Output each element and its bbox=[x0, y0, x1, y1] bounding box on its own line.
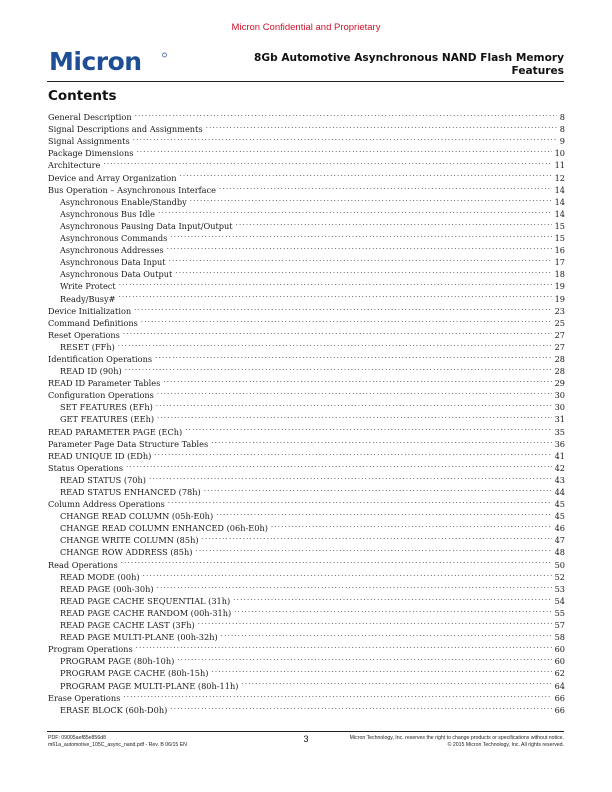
toc-entry-label: PROGRAM PAGE CACHE (80h-15h) bbox=[60, 668, 209, 679]
toc-dot-leader bbox=[234, 604, 551, 616]
toc-entry-page: 10 bbox=[554, 148, 565, 159]
toc-dot-leader bbox=[136, 144, 551, 156]
toc-entry-page: 57 bbox=[554, 620, 565, 631]
toc-entry-label: READ MODE (00h) bbox=[60, 571, 140, 582]
toc-entry[interactable] bbox=[48, 168, 565, 183]
toc-dot-leader bbox=[206, 120, 557, 132]
toc-dot-leader bbox=[216, 507, 551, 519]
toc-entry-label: Asynchronous Data Output bbox=[60, 269, 173, 280]
toc-entry-page: 14 bbox=[554, 184, 565, 195]
toc-entry-page: 50 bbox=[554, 559, 565, 570]
document-title bbox=[254, 52, 564, 77]
toc-entry-page: 36 bbox=[554, 438, 565, 449]
toc-entry-page: 30 bbox=[554, 402, 565, 413]
toc-dot-leader bbox=[125, 362, 552, 374]
toc-entry-label: READ PAGE CACHE SEQUENTIAL (31h) bbox=[60, 595, 231, 606]
toc-entry-label: Asynchronous Addresses bbox=[60, 245, 164, 256]
toc-entry-label: Architecture bbox=[48, 160, 101, 171]
toc-entry-label: Program Operations bbox=[48, 644, 133, 655]
toc-dot-leader bbox=[103, 156, 551, 168]
toc-entry-label: READ ID (90h) bbox=[60, 366, 122, 377]
toc-entry-page: 17 bbox=[554, 257, 565, 268]
toc-entry-page: 30 bbox=[554, 390, 565, 401]
toc-entry-label: CHANGE WRITE COLUMN (85h) bbox=[60, 535, 199, 546]
toc-dot-leader bbox=[185, 422, 551, 434]
toc-entry-label: Write Protect bbox=[60, 281, 116, 292]
toc-entry[interactable] bbox=[48, 156, 565, 171]
toc-entry-label: Asynchronous Pausing Data Input/Output bbox=[60, 220, 233, 231]
toc-entry-page: 47 bbox=[554, 535, 565, 546]
toc-entry-label: RESET (FFh) bbox=[60, 341, 115, 352]
toc-entry-page: 14 bbox=[554, 208, 565, 219]
table-of-contents bbox=[48, 108, 565, 713]
toc-dot-leader bbox=[179, 168, 551, 180]
toc-entry-page: 48 bbox=[554, 547, 565, 558]
toc-entry-label: READ ID Parameter Tables bbox=[48, 378, 161, 389]
toc-entry-page: 15 bbox=[554, 233, 565, 244]
toc-dot-leader bbox=[155, 350, 552, 362]
toc-dot-leader bbox=[141, 314, 552, 326]
micron-logo bbox=[47, 46, 169, 76]
toc-dot-leader bbox=[121, 555, 552, 567]
toc-entry-page: 42 bbox=[554, 462, 565, 473]
toc-entry-page: 45 bbox=[554, 511, 565, 522]
toc-entry-page: 52 bbox=[554, 571, 565, 582]
toc-entry-label: Device and Array Organization bbox=[48, 172, 177, 183]
toc-entry-page: 19 bbox=[554, 293, 565, 304]
toc-entry[interactable] bbox=[48, 302, 565, 314]
toc-dot-leader bbox=[158, 205, 552, 217]
toc-entry-label: CHANGE READ COLUMN (05h-E0h) bbox=[60, 511, 214, 522]
toc-entry-page: 55 bbox=[554, 607, 565, 618]
toc-dot-leader bbox=[133, 132, 557, 144]
toc-entry-page: 19 bbox=[554, 281, 565, 292]
toc-entry[interactable] bbox=[48, 108, 565, 123]
toc-dot-leader bbox=[177, 652, 551, 664]
toc-entry-label: Command Definitions bbox=[48, 317, 138, 328]
toc-dot-leader bbox=[198, 616, 552, 628]
toc-entry-page: 25 bbox=[554, 317, 565, 328]
toc-dot-leader bbox=[170, 229, 551, 241]
toc-entry-label: READ STATUS (70h) bbox=[60, 474, 146, 485]
toc-entry-page: 58 bbox=[554, 632, 565, 643]
footer-document-info bbox=[48, 735, 187, 749]
toc-entry-page: 8 bbox=[559, 124, 565, 135]
toc-dot-leader bbox=[143, 568, 552, 580]
toc-dot-leader bbox=[202, 531, 552, 543]
toc-dot-leader bbox=[118, 338, 552, 350]
toc-entry-label: Identification Operations bbox=[48, 353, 153, 364]
toc-entry-label: Signal Descriptions and Assignments bbox=[48, 124, 203, 135]
toc-entry-page: 41 bbox=[554, 450, 565, 461]
toc-entry[interactable] bbox=[48, 362, 565, 377]
toc-entry-page: 43 bbox=[554, 474, 565, 485]
toc-dot-leader bbox=[123, 689, 551, 701]
toc-entry[interactable] bbox=[48, 555, 565, 570]
toc-entry-label: GET FEATURES (EEh) bbox=[60, 414, 155, 425]
toc-entry-page: 60 bbox=[554, 656, 565, 667]
toc-entry-label: Signal Assignments bbox=[48, 136, 130, 147]
toc-entry-page: 12 bbox=[554, 172, 565, 183]
toc-entry-label: Configuration Operations bbox=[48, 390, 154, 401]
toc-entry-page: 28 bbox=[554, 366, 565, 377]
toc-entry-label: General Description bbox=[48, 112, 132, 123]
toc-entry-label: Reset Operations bbox=[48, 329, 120, 340]
footer-legal bbox=[350, 735, 564, 749]
toc-entry-label: PROGRAM PAGE MULTI-PLANE (80h-11h) bbox=[60, 680, 239, 691]
toc-entry[interactable] bbox=[48, 277, 565, 292]
toc-entry-page: 54 bbox=[554, 595, 565, 606]
toc-dot-leader bbox=[167, 241, 552, 253]
contents-heading: Contents bbox=[48, 88, 117, 104]
toc-entry-label: ERASE BLOCK (60h-D0h) bbox=[60, 704, 168, 715]
toc-dot-leader bbox=[154, 447, 551, 459]
toc-entry-label: SET FEATURES (EFh) bbox=[60, 402, 153, 413]
toc-entry[interactable] bbox=[48, 459, 565, 471]
toc-dot-leader bbox=[236, 217, 552, 229]
toc-entry-label: Erase Operations bbox=[48, 692, 121, 703]
toc-entry-page: 28 bbox=[554, 353, 565, 364]
toc-entry[interactable] bbox=[48, 701, 565, 713]
toc-entry-page: 64 bbox=[554, 680, 565, 691]
toc-dot-leader bbox=[221, 628, 552, 640]
toc-entry-label: Asynchronous Bus Idle bbox=[60, 208, 156, 219]
toc-entry-label: PROGRAM PAGE (80h-10h) bbox=[60, 656, 175, 667]
footer-notice: Micron Technology, Inc. reserves the right to change products or specifications without notice. bbox=[349, 735, 564, 741]
toc-dot-leader bbox=[157, 410, 552, 422]
toc-entry-page: 14 bbox=[554, 196, 565, 207]
document-title-line1: 8Gb Automotive Asynchronous NAND Flash Memory bbox=[254, 52, 564, 64]
toc-entry-page: 18 bbox=[554, 269, 565, 280]
toc-entry-label: READ PAGE (00h-30h) bbox=[60, 583, 154, 594]
footer-copyright: © 2015 Micron Technology, Inc. All rights reserved. bbox=[447, 742, 564, 748]
footer-divider bbox=[47, 731, 564, 732]
toc-entry-page: 16 bbox=[554, 245, 565, 256]
toc-dot-leader bbox=[157, 580, 552, 592]
toc-dot-leader bbox=[163, 374, 551, 386]
toc-dot-leader bbox=[123, 326, 552, 338]
toc-entry-label: Column Address Operations bbox=[48, 499, 165, 510]
document-title-line2: Features bbox=[511, 64, 564, 77]
header-divider bbox=[47, 81, 564, 82]
toc-entry-page: 11 bbox=[554, 160, 565, 171]
toc-entry-label: Ready/Busy# bbox=[60, 293, 116, 304]
toc-entry-label: Parameter Page Data Structure Tables bbox=[48, 438, 209, 449]
toc-entry-label: READ PAGE MULTI-PLANE (00h-32h) bbox=[60, 632, 218, 643]
toc-entry[interactable] bbox=[48, 568, 565, 580]
toc-entry-label: READ STATUS ENHANCED (78h) bbox=[60, 487, 201, 497]
toc-entry[interactable] bbox=[48, 374, 565, 389]
toc-dot-leader bbox=[156, 398, 552, 410]
toc-entry-page: 44 bbox=[554, 487, 565, 497]
toc-entry-label: CHANGE ROW ADDRESS (85h) bbox=[60, 547, 193, 558]
toc-entry-label: Asynchronous Enable/Standby bbox=[60, 196, 187, 207]
toc-entry-label: Read Operations bbox=[48, 559, 118, 570]
toc-entry-label: Bus Operation – Asynchronous Interface bbox=[48, 184, 216, 195]
toc-entry-label: READ UNIQUE ID (EDh) bbox=[48, 450, 152, 461]
toc-entry[interactable] bbox=[48, 689, 565, 701]
toc-entry[interactable] bbox=[48, 289, 565, 304]
confidential-banner: Micron Confidential and Proprietary bbox=[231, 22, 381, 33]
toc-entry[interactable] bbox=[48, 338, 565, 350]
toc-dot-leader bbox=[219, 181, 552, 193]
toc-entry-page: 15 bbox=[554, 220, 565, 231]
toc-entry-page: 62 bbox=[554, 668, 565, 679]
toc-entry-label: CHANGE READ COLUMN ENHANCED (06h-E0h) bbox=[60, 523, 268, 534]
toc-dot-leader bbox=[157, 386, 552, 398]
toc-entry-label: Device Initialization bbox=[48, 305, 132, 316]
toc-entry[interactable] bbox=[48, 326, 565, 338]
toc-dot-leader bbox=[119, 289, 552, 301]
toc-dot-leader bbox=[190, 193, 552, 205]
toc-entry-page: 27 bbox=[554, 329, 565, 340]
toc-dot-leader bbox=[168, 495, 552, 507]
toc-dot-leader bbox=[170, 701, 551, 713]
footer-filename: m61a_automotive_105C_async_nand.pdf - Rev. B 06/15 EN bbox=[48, 742, 187, 748]
page-number: 3 bbox=[303, 734, 309, 744]
toc-dot-leader bbox=[136, 640, 552, 652]
toc-entry-label: Status Operations bbox=[48, 462, 124, 473]
svg-text:Micron: Micron bbox=[49, 47, 142, 76]
toc-entry-page: 45 bbox=[554, 499, 565, 510]
toc-dot-leader bbox=[233, 592, 551, 604]
toc-dot-leader bbox=[169, 253, 552, 265]
toc-entry-page: 31 bbox=[554, 414, 565, 425]
toc-dot-leader bbox=[195, 543, 551, 555]
toc-entry-page: 53 bbox=[554, 583, 565, 594]
toc-entry-page: 66 bbox=[554, 692, 565, 703]
toc-entry-page: 66 bbox=[554, 704, 565, 715]
toc-dot-leader bbox=[119, 277, 552, 289]
toc-dot-leader bbox=[204, 483, 552, 495]
toc-entry[interactable] bbox=[48, 471, 565, 483]
toc-entry-page: 29 bbox=[554, 378, 565, 389]
toc-entry-page: 8 bbox=[559, 112, 565, 123]
toc-entry-label: Asynchronous Commands bbox=[60, 233, 168, 244]
toc-entry[interactable] bbox=[48, 350, 565, 362]
toc-entry-label: Package Dimensions bbox=[48, 148, 134, 159]
toc-entry-page: 27 bbox=[554, 341, 565, 352]
toc-entry-label: READ PAGE CACHE LAST (3Fh) bbox=[60, 620, 195, 631]
toc-dot-leader bbox=[126, 459, 552, 471]
toc-dot-leader bbox=[175, 265, 551, 277]
toc-dot-leader bbox=[271, 519, 552, 531]
toc-entry-page: 23 bbox=[554, 305, 565, 316]
toc-dot-leader bbox=[211, 664, 551, 676]
footer-pdf-id: PDF: 09005aef85e856d8 bbox=[48, 735, 106, 741]
toc-entry-page: 9 bbox=[559, 136, 565, 147]
toc-dot-leader bbox=[211, 435, 551, 447]
toc-dot-leader bbox=[134, 302, 551, 314]
toc-entry-page: 60 bbox=[554, 644, 565, 655]
toc-entry-label: READ PARAMETER PAGE (ECh) bbox=[48, 426, 183, 437]
toc-dot-leader bbox=[149, 471, 552, 483]
toc-entry-page: 35 bbox=[554, 426, 565, 437]
toc-entry-label: READ PAGE CACHE RANDOM (00h-31h) bbox=[60, 607, 232, 618]
toc-dot-leader bbox=[135, 108, 557, 120]
toc-dot-leader bbox=[241, 676, 551, 688]
toc-entry-page: 46 bbox=[554, 523, 565, 534]
toc-entry-label: Asynchronous Data Input bbox=[60, 257, 166, 268]
